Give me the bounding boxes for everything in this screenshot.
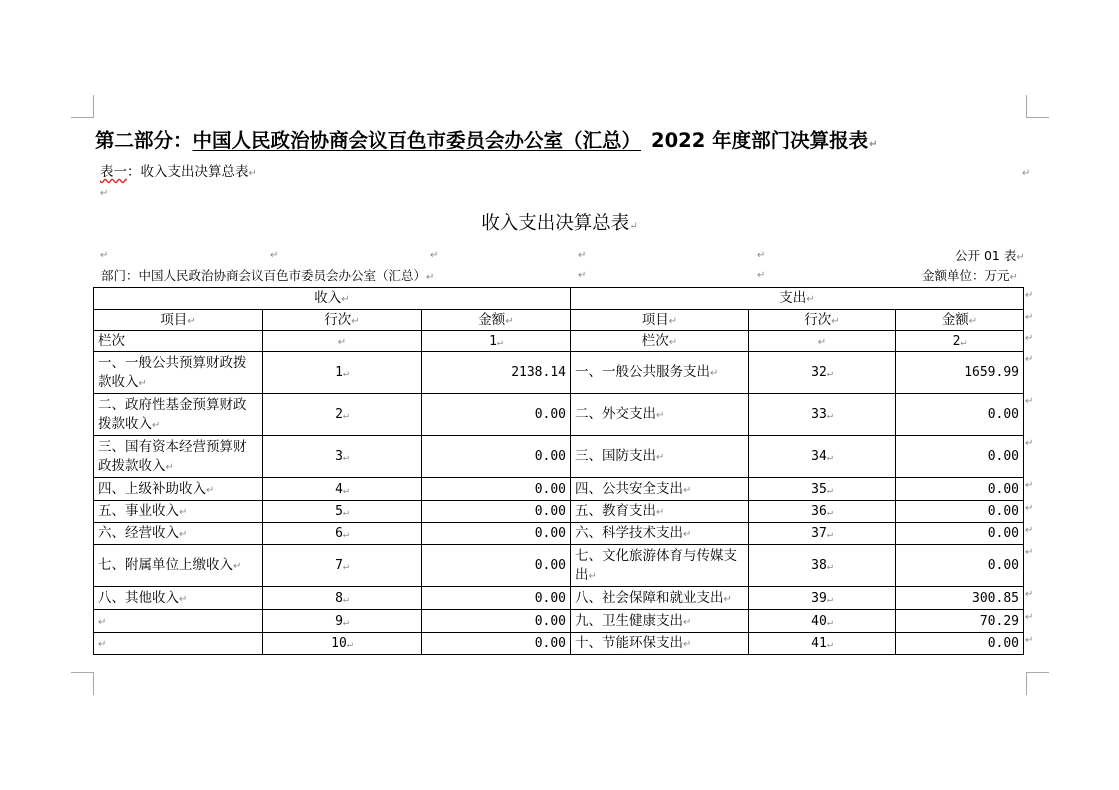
paragraph-mark-icon: ↵	[1022, 168, 1031, 179]
income-rowno-cell: 2↵	[263, 394, 422, 436]
paragraph-mark-icon: ↵	[588, 570, 597, 582]
expense-amount-cell: 0.00	[896, 523, 1024, 545]
public-table-number-text: 公开 01 表	[955, 248, 1017, 263]
paragraph-mark-icon: ↵	[683, 616, 692, 628]
paragraph-mark-icon: ↵	[826, 593, 833, 605]
paragraph-mark-icon: ↵	[683, 639, 692, 650]
paragraph-mark-icon: ↵	[826, 452, 833, 463]
table-subtitle	[100, 163, 257, 181]
table-title	[0, 212, 1119, 236]
table-row	[94, 501, 1024, 523]
income-item-cell: 二、政府性基金预算财政拨款收入↵	[94, 394, 263, 436]
expense-item-header: 项目↵	[571, 310, 749, 331]
income-rowno-cell: 3↵	[263, 436, 422, 478]
expense-amount-cell: 1659.99	[896, 352, 1024, 394]
income-item-cell: 一、一般公共预算财政拨款收入↵	[94, 352, 263, 394]
paragraph-mark-icon: ↵	[179, 593, 188, 605]
income-group-header: 收入↵	[94, 288, 571, 310]
paragraph-mark-icon: ↵	[1025, 438, 1034, 449]
income-rowno-cell: 8↵	[263, 587, 422, 610]
paragraph-mark-icon: ↵	[165, 461, 174, 473]
crop-mark-bottom-right	[1026, 672, 1049, 695]
paragraph-mark-icon: ↵	[98, 639, 107, 650]
paragraph-mark-icon: ↵	[1025, 312, 1034, 323]
expense-amount-cell: 0.00	[896, 478, 1024, 501]
paragraph-mark-icon: ↵	[1025, 525, 1034, 536]
paragraph-mark-icon: ↵	[869, 139, 878, 150]
paragraph-mark-icon: ↵	[1025, 290, 1034, 301]
paragraph-mark-icon: ↵	[342, 616, 349, 628]
paragraph-mark-icon: ↵	[1025, 503, 1034, 514]
paragraph-mark-icon: ↵	[100, 188, 109, 199]
table-row	[94, 394, 1024, 436]
income-amount-cell: 0.00	[422, 436, 571, 478]
paragraph-mark-icon: ↵	[578, 250, 587, 261]
paragraph-mark-icon: ↵	[430, 250, 439, 261]
expense-rowno-cell: 34↵	[749, 436, 896, 478]
income-amount-cell: 2138.14	[422, 352, 571, 394]
paragraph-mark-icon: ↵	[656, 410, 665, 421]
table-row	[94, 610, 1024, 633]
expense-item-cell: 十、节能环保支出↵	[571, 633, 749, 655]
expense-item-cell: 五、教育支出↵	[571, 501, 749, 523]
income-rowno-cell: 7↵	[263, 545, 422, 587]
paragraph-mark-icon: ↵	[757, 250, 766, 261]
expense-item-cell: 一、一般公共服务支出↵	[571, 352, 749, 394]
expense-item-cell: 六、科学技术支出↵	[571, 523, 749, 545]
paragraph-mark-icon: ↵	[342, 452, 349, 463]
expense-group-header: 支出↵	[571, 288, 1024, 310]
income-expense-table	[93, 287, 1024, 655]
expense-item-cell: 四、公共安全支出↵	[571, 478, 749, 501]
expense-amount-cell: 0.00	[896, 394, 1024, 436]
paragraph-mark-icon: ↵	[826, 529, 833, 540]
paragraph-mark-icon: ↵	[826, 410, 833, 421]
table-column-header-row	[94, 310, 1024, 331]
paragraph-mark-icon: ↵	[233, 561, 242, 572]
income-item-cell: 五、事业收入↵	[94, 501, 263, 523]
income-rowno-cell: 1↵	[263, 352, 422, 394]
subtitle-rest: ：收入支出决算总表	[127, 164, 249, 180]
paragraph-mark-icon: ↵	[1009, 272, 1018, 283]
amount-unit-label	[922, 268, 1018, 284]
paragraph-mark-icon: ↵	[826, 616, 833, 628]
amount-unit-text: 金额单位：万元	[922, 268, 1010, 283]
paragraph-mark-icon: ↵	[346, 639, 353, 650]
expense-amount-cell: 0.00	[896, 545, 1024, 587]
paragraph-mark-icon: ↵	[342, 507, 349, 518]
expense-amount-cell: 300.85	[896, 587, 1024, 610]
income-item-cell	[94, 633, 263, 655]
paragraph-mark-icon: ↵	[656, 452, 665, 463]
table-row	[94, 545, 1024, 587]
page-heading	[95, 128, 877, 154]
public-table-number	[955, 248, 1025, 264]
expense-rowno-header: 行次↵	[749, 310, 896, 331]
expense-rowno-cell: 35↵	[749, 478, 896, 501]
expense-item-cell: 九、卫生健康支出↵	[571, 610, 749, 633]
paragraph-mark-icon: ↵	[1025, 635, 1034, 646]
income-item-cell	[94, 610, 263, 633]
paragraph-mark-icon: ↵	[152, 419, 161, 431]
expense-item-cell: 七、文化旅游体育与传媒支出↵	[571, 545, 749, 587]
table-row	[94, 633, 1024, 655]
income-amount-cell: 0.00	[422, 587, 571, 610]
paragraph-mark-icon: ↵	[826, 484, 833, 496]
crop-mark-top-left	[71, 95, 94, 118]
income-amount-cell: 0.00	[422, 394, 571, 436]
paragraph-mark-icon: ↵	[757, 270, 766, 281]
paragraph-mark-icon: ↵	[342, 484, 349, 496]
expense-amount-cell: 70.29	[896, 610, 1024, 633]
paragraph-mark-icon: ↵	[826, 368, 833, 379]
expense-amount-cell: 0.00	[896, 633, 1024, 655]
income-item-cell: 六、经营收入↵	[94, 523, 263, 545]
table-row	[94, 436, 1024, 478]
paragraph-mark-icon: ↵	[723, 593, 732, 605]
paragraph-mark-icon: ↵	[179, 529, 188, 540]
paragraph-mark-icon: ↵	[342, 593, 349, 605]
income-item-cell: 三、国有资本经营预算财政拨款收入↵	[94, 436, 263, 478]
paragraph-mark-icon: ↵	[1025, 547, 1034, 558]
expense-rowno-cell: 38↵	[749, 545, 896, 587]
paragraph-mark-icon: ↵	[629, 221, 638, 232]
income-rowno-cell: 6↵	[263, 523, 422, 545]
table-lanci-row	[94, 331, 1024, 352]
income-rowno-cell: 10↵	[263, 633, 422, 655]
income-item-header: 项目↵	[94, 310, 263, 331]
crop-mark-top-right	[1026, 95, 1049, 118]
expense-amount-cell: 0.00	[896, 501, 1024, 523]
expense-lanci-rowno: ↵	[749, 331, 896, 352]
income-rowno-header: 行次↵	[263, 310, 422, 331]
subtitle-biao: 表一	[100, 164, 127, 180]
expense-amount-cell: 0.00	[896, 436, 1024, 478]
paragraph-mark-icon: ↵	[342, 368, 349, 379]
paragraph-mark-icon: ↵	[1025, 354, 1034, 365]
income-amount-cell: 0.00	[422, 633, 571, 655]
income-lanci-label: 栏次	[94, 331, 263, 352]
income-item-cell: 四、上级补助收入↵	[94, 478, 263, 501]
paragraph-mark-icon: ↵	[710, 368, 719, 379]
income-amount-cell: 0.00	[422, 545, 571, 587]
paragraph-mark-icon: ↵	[426, 272, 435, 283]
expense-rowno-cell: 36↵	[749, 501, 896, 523]
income-amount-header: 金额↵	[422, 310, 571, 331]
income-amount-cell: 0.00	[422, 501, 571, 523]
paragraph-mark-icon: ↵	[656, 507, 665, 518]
paragraph-mark-icon: ↵	[683, 529, 692, 540]
table-row	[94, 352, 1024, 394]
expense-rowno-cell: 33↵	[749, 394, 896, 436]
paragraph-mark-icon: ↵	[342, 529, 349, 540]
expense-rowno-cell: 32↵	[749, 352, 896, 394]
heading-org: 中国人民政治协商会议百色市委员会办公室（汇总）	[192, 129, 642, 152]
paragraph-mark-icon: ↵	[826, 507, 833, 518]
expense-lanci-col: 2↵	[896, 331, 1024, 352]
paragraph-mark-icon: ↵	[100, 250, 109, 261]
expense-amount-header: 金额↵	[896, 310, 1024, 331]
paragraph-mark-icon: ↵	[1025, 612, 1034, 623]
expense-item-cell: 八、社会保障和就业支出↵	[571, 587, 749, 610]
department-text: 部门：中国人民政治协商会议百色市委员会办公室（汇总）	[101, 268, 427, 283]
paragraph-mark-icon: ↵	[826, 561, 833, 572]
paragraph-mark-icon: ↵	[342, 561, 349, 572]
paragraph-mark-icon: ↵	[138, 377, 147, 389]
table-row	[94, 523, 1024, 545]
table-row	[94, 587, 1024, 610]
income-amount-cell: 0.00	[422, 478, 571, 501]
table-group-header-row	[94, 288, 1024, 310]
paragraph-mark-icon: ↵	[342, 410, 349, 421]
expense-lanci-label: 栏次↵	[571, 331, 749, 352]
paragraph-mark-icon: ↵	[578, 270, 587, 281]
income-amount-cell: 0.00	[422, 610, 571, 633]
paragraph-mark-icon: ↵	[270, 250, 279, 261]
table-row	[94, 478, 1024, 501]
income-rowno-cell: 4↵	[263, 478, 422, 501]
income-lanci-col: 1↵	[422, 331, 571, 352]
crop-mark-bottom-left	[71, 672, 94, 695]
paragraph-mark-icon: ↵	[248, 168, 257, 179]
income-lanci-rowno: ↵	[263, 331, 422, 352]
expense-item-cell: 二、外交支出↵	[571, 394, 749, 436]
heading-prefix: 第二部分：	[95, 129, 193, 152]
paragraph-mark-icon: ↵	[1025, 480, 1034, 491]
paragraph-mark-icon: ↵	[1025, 589, 1034, 600]
expense-rowno-cell: 37↵	[749, 523, 896, 545]
table-title-text: 收入支出决算总表	[481, 213, 630, 234]
income-amount-cell: 0.00	[422, 523, 571, 545]
expense-rowno-cell: 39↵	[749, 587, 896, 610]
paragraph-mark-icon: ↵	[683, 484, 692, 496]
expense-rowno-cell: 41↵	[749, 633, 896, 655]
income-rowno-cell: 9↵	[263, 610, 422, 633]
paragraph-mark-icon: ↵	[1016, 252, 1025, 263]
paragraph-mark-icon: ↵	[1025, 396, 1034, 407]
department-label	[101, 268, 434, 284]
paragraph-mark-icon: ↵	[179, 507, 188, 518]
paragraph-mark-icon: ↵	[98, 616, 107, 628]
paragraph-mark-icon: ↵	[1025, 333, 1034, 344]
heading-suffix: 2022 年度部门决算报表	[651, 129, 869, 152]
income-item-cell: 八、其他收入↵	[94, 587, 263, 610]
income-item-cell: 七、附属单位上缴收入↵	[94, 545, 263, 587]
expense-rowno-cell: 40↵	[749, 610, 896, 633]
income-rowno-cell: 5↵	[263, 501, 422, 523]
paragraph-mark-icon: ↵	[826, 639, 833, 650]
paragraph-mark-icon: ↵	[206, 484, 215, 496]
expense-item-cell: 三、国防支出↵	[571, 436, 749, 478]
